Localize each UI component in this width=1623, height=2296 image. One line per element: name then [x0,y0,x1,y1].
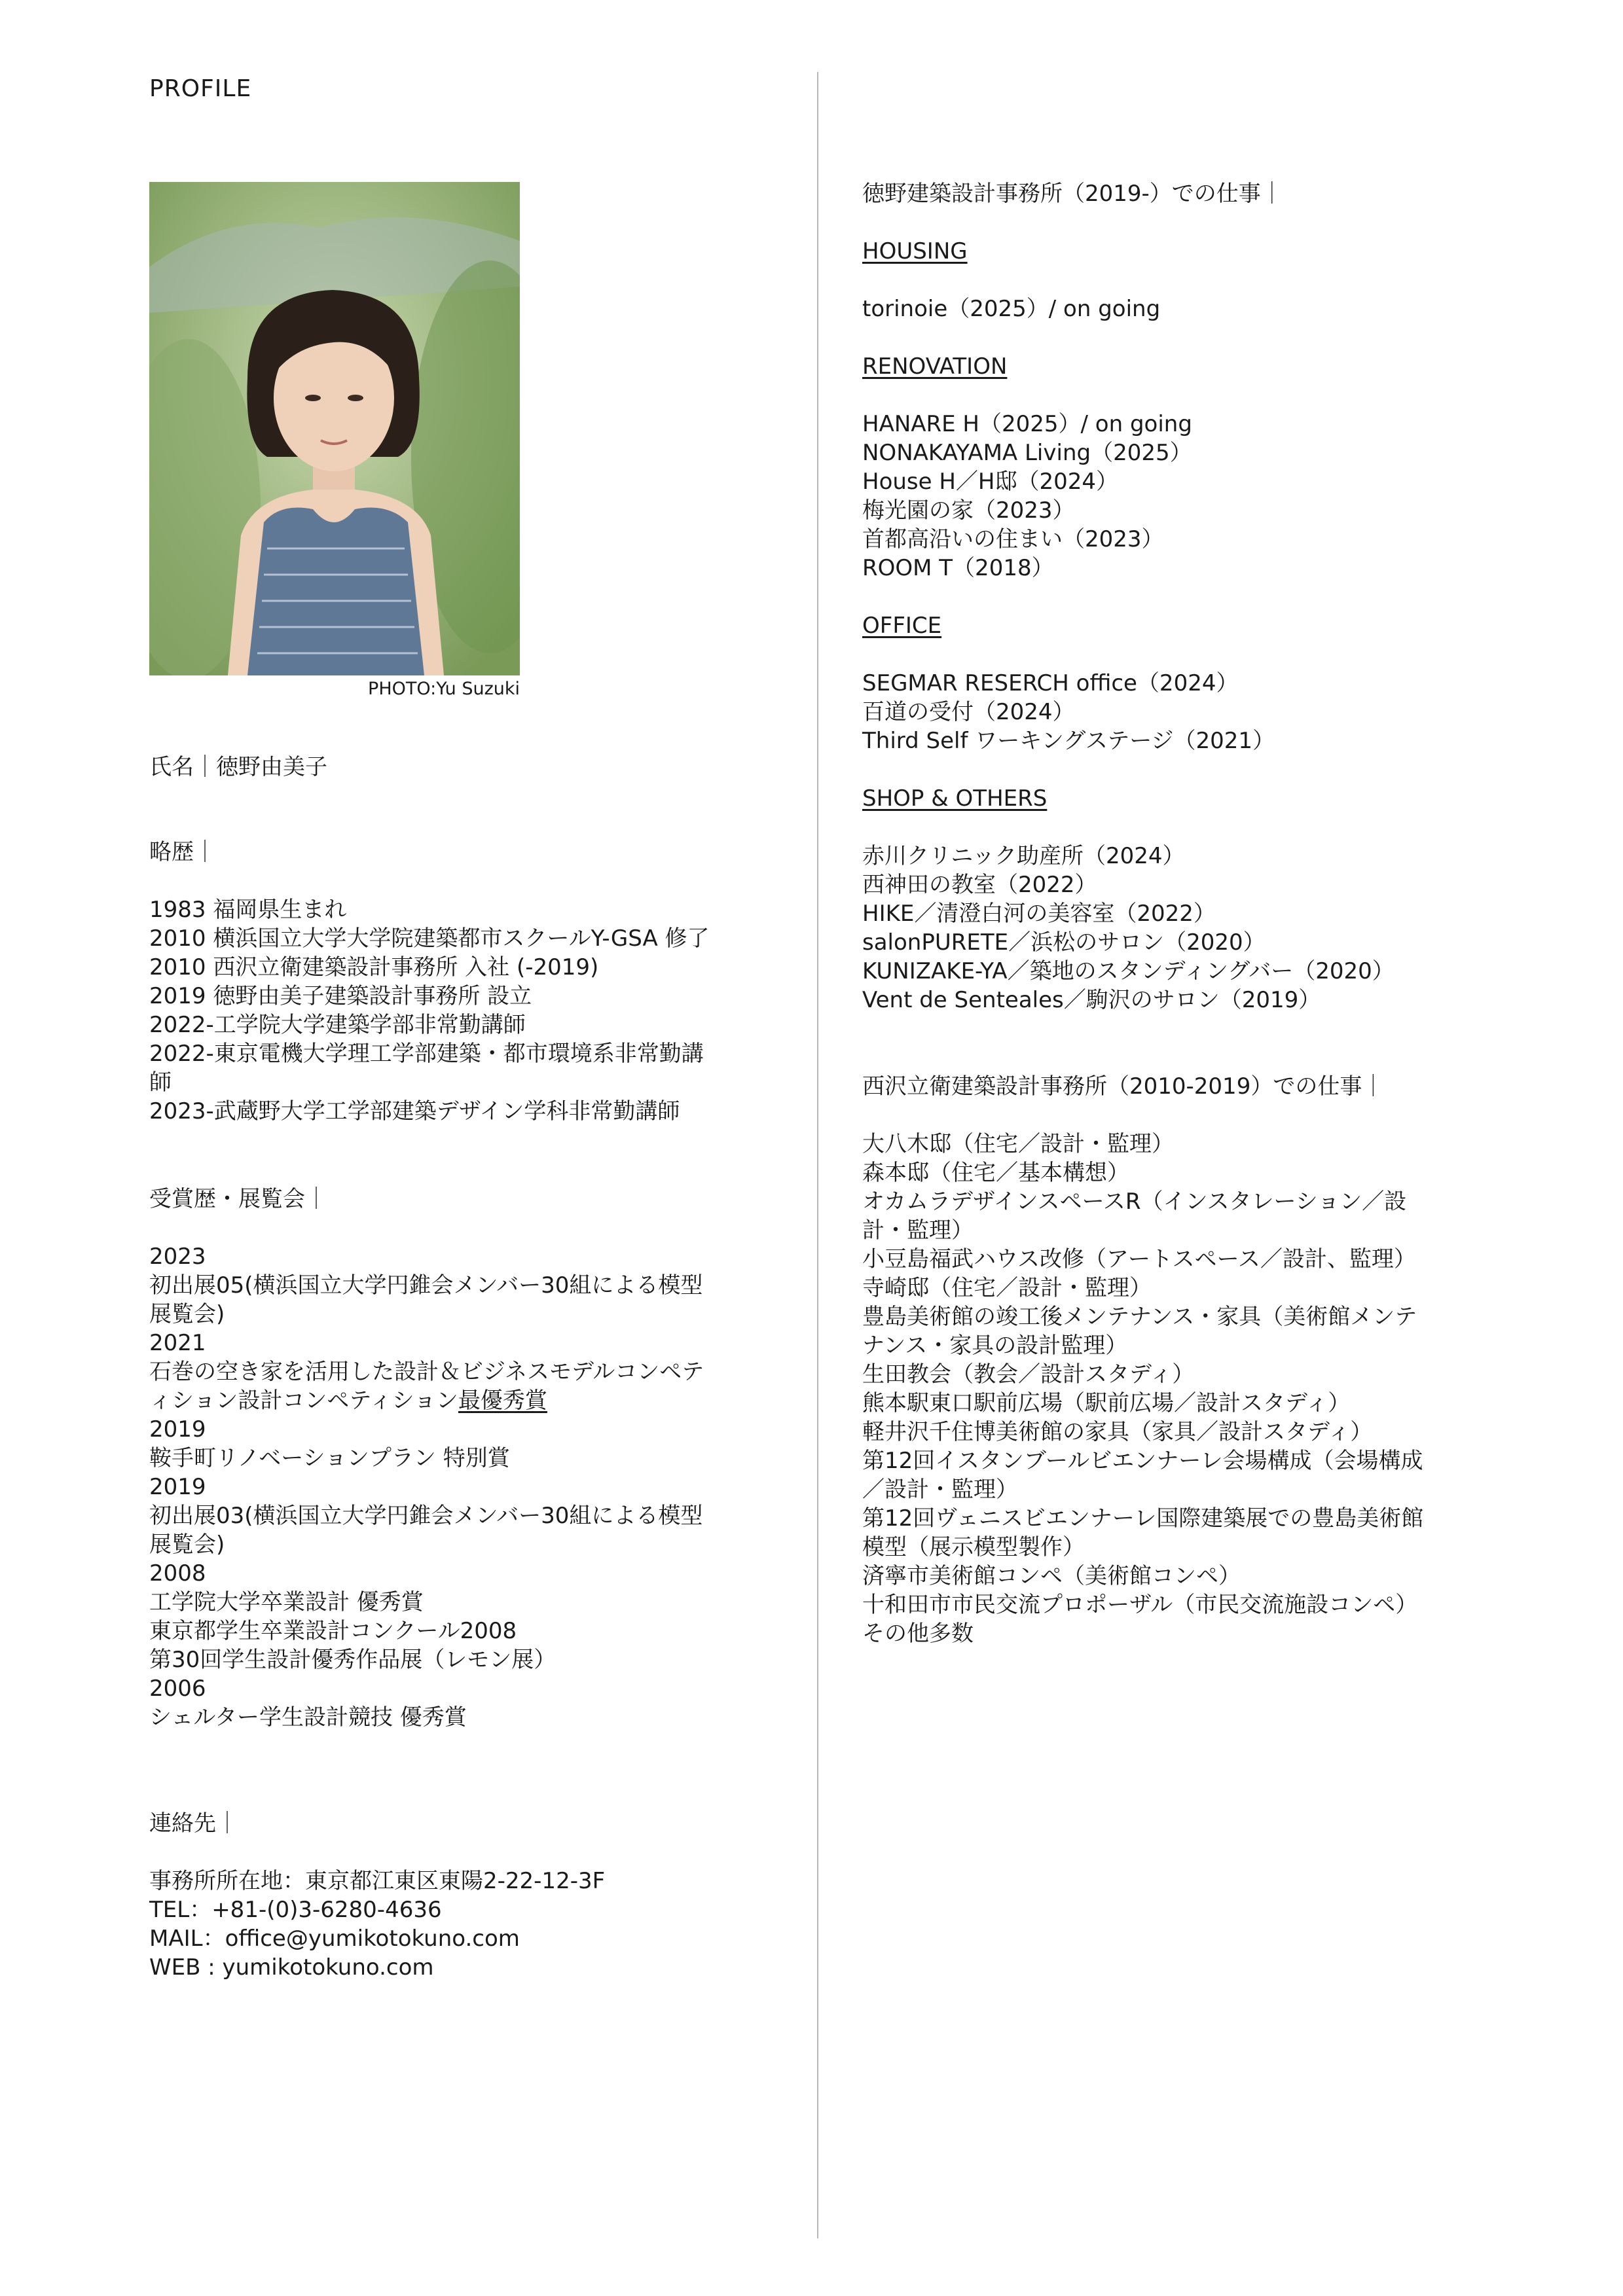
shop-item: KUNIZAKE-YA／築地のスタンディングバー（2020） [862,958,1395,984]
page-title: PROFILE [149,75,252,102]
shop-title: SHOP & OTHERS [862,785,1048,812]
shop-item: salonPURETE／浜松のサロン（2020） [862,929,1266,956]
awards-list [149,1242,758,1732]
nishizawa-item: 十和田市市民交流プロポーザル（市民交流施設コンペ） [862,1592,1418,1618]
nishizawa-item: 第12回イスタンブールビエンナーレ会場構成（会場構成 [862,1448,1423,1474]
history-item: 2010 横浜国立大学大学院建築都市スクールY-GSA 修了 [149,925,710,952]
tokuno-works-title: 徳野建築設計事務所（2019-）での仕事｜ [862,181,1283,207]
award-item: 2008 [149,1560,206,1587]
history-item: 2022-東京電機大学理工学部建築・都市環境系非常勤講 [149,1041,704,1067]
award-item: 展覧会) [149,1301,225,1327]
nishizawa-item: 寺崎邸（住宅／設計・監理） [862,1275,1152,1301]
history-item: 1983 福岡県生まれ [149,897,347,923]
nishizawa-item: 大八木邸（住宅／設計・監理） [862,1131,1174,1157]
history-item: 2023-武蔵野大学工学部建築デザイン学科非常勤講師 [149,1098,680,1124]
office-item: 百道の受付（2024） [862,699,1075,725]
history-title: 略歴｜ [149,839,216,865]
award-item-with-highlight [149,1386,758,1415]
award-item: 2006 [149,1676,206,1702]
shop-item: 赤川クリニック助産所（2024） [862,843,1185,869]
award-item: 展覧会) [149,1532,225,1558]
column-divider [817,72,818,2238]
renovation-item: 梅光園の家（2023） [862,497,1075,524]
contact-tel: TEL：+81-(0)3-6280-4636 [149,1897,442,1923]
nishizawa-item: 軽井沢千住博美術館の家具（家具／設計スタディ） [862,1419,1373,1445]
contact-address: 事務所所在地：東京都江東区東陽2-22-12-3F [149,1868,606,1894]
award-item: 2021 [149,1330,206,1356]
contact-web: WEB : yumikotokuno.com [149,1954,434,1981]
contact-list [149,1867,758,1982]
nishizawa-item: その他多数 [862,1621,974,1647]
award-item: 第30回学生設計優秀作品展（レモン展） [149,1647,556,1673]
award-item: 初出展05(横浜国立大学円錐会メンバー30組による模型 [149,1272,703,1299]
renovation-item: House H／H邸（2024） [862,469,1119,495]
award-item: 初出展03(横浜国立大学円錐会メンバー30組による模型 [149,1503,703,1529]
award-item: 東京都学生卒業設計コンクール2008 [149,1618,517,1644]
nishizawa-item: 済寧市美術館コンペ（美術館コンペ） [862,1563,1241,1589]
history-item: 2019 徳野由美子建築設計事務所 設立 [149,983,532,1009]
nishizawa-works-title: 西沢立衛建築設計事務所（2010-2019）での仕事｜ [862,1073,1385,1100]
renovation-title: RENOVATION [862,353,1008,380]
renovation-item: HANARE H（2025）/ on going [862,411,1192,437]
nishizawa-item: 計・監理） [862,1217,974,1244]
history-list [149,895,758,1126]
nishizawa-item: 生田教会（教会／設計スタディ） [862,1361,1195,1388]
renovation-item: ROOM T（2018） [862,555,1054,581]
office-item: SEGMAR RESERCH office（2024） [862,670,1239,696]
history-item: 師 [149,1069,172,1096]
shop-item: Vent de Senteales／駒沢のサロン（2019） [862,987,1321,1013]
photo-credit: PHOTO:Yu Suzuki [368,679,520,699]
shop-item: 西神田の教室（2022） [862,872,1097,898]
award-item: 2023 [149,1244,206,1270]
nishizawa-item: 熊本駅東口駅前広場（駅前広場／設計スタディ） [862,1390,1351,1416]
housing-title: HOUSING [862,238,968,264]
renovation-item: NONAKAYAMA Living（2025） [862,440,1192,466]
office-title: OFFICE [862,613,942,639]
award-highlight: 最優秀賞 [458,1388,547,1414]
portrait-photo [149,182,520,675]
works-column [862,179,1517,1648]
awards-title: 受賞歴・展覧会｜ [149,1186,327,1212]
name-line: 氏名｜徳野由美子 [149,754,327,780]
nishizawa-item: 第12回ヴェニスビエンナーレ国際建築展での豊島美術館 [862,1505,1424,1532]
contact-mail: MAIL：office@yumikotokuno.com [149,1926,520,1952]
office-item: Third Self ワーキングステージ（2021） [862,728,1275,754]
award-item: 2019 [149,1474,206,1500]
award-text: ィション設計コンペティション [149,1388,458,1414]
award-item: 工学院大学卒業設計 優秀賞 [149,1589,424,1615]
award-item: 石巻の空き家を活用した設計＆ビジネスモデルコンペテ [149,1359,704,1385]
award-item: 2019 [149,1416,206,1443]
nishizawa-item: 豊島美術館の竣工後メンテナンス・家具（美術館メンテ [862,1304,1417,1330]
award-item: 鞍手町リノベーションプラン 特別賞 [149,1445,510,1471]
history-item: 2010 西沢立衛建築設計事務所 入社 (-2019) [149,954,599,980]
contact-title: 連絡先｜ [149,1810,238,1837]
nishizawa-item: オカムラデザインスペースR（インスタレーション／設 [862,1189,1407,1215]
nishizawa-item: ／設計・監理） [862,1477,1018,1503]
nishizawa-item: 模型（展示模型製作） [862,1534,1085,1560]
award-item: シェルター学生設計競技 優秀賞 [149,1704,467,1731]
renovation-item: 首都高沿いの住まい（2023） [862,526,1164,552]
nishizawa-item: 小豆島福武ハウス改修（アートスペース／設計、監理） [862,1246,1416,1272]
history-item: 2022-工学院大学建築学部非常勤講師 [149,1012,526,1038]
portrait-illustration [149,182,520,675]
shop-item: HIKE／清澄白河の美容室（2022） [862,901,1216,927]
nishizawa-item: 森本邸（住宅／基本構想） [862,1160,1129,1186]
nishizawa-item: ナンス・家具の設計監理） [862,1333,1128,1359]
housing-item: torinoie（2025）/ on going [862,296,1161,322]
